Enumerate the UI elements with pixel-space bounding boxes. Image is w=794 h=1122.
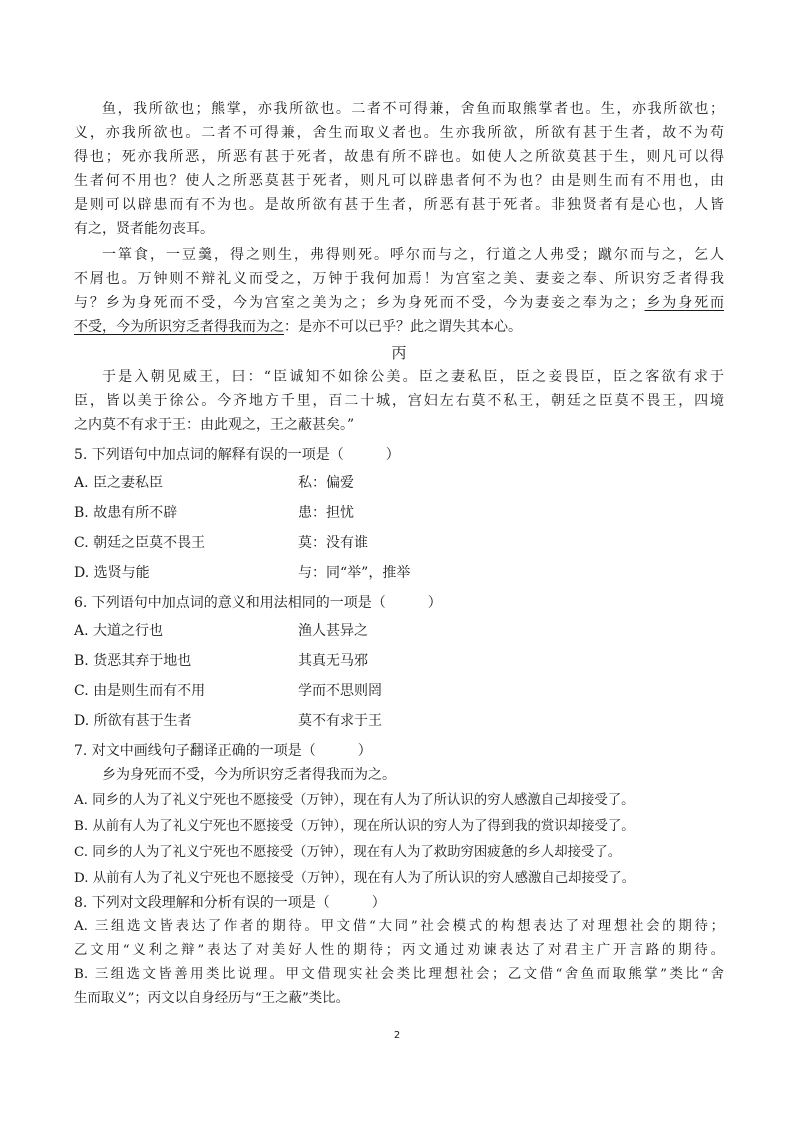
option-row bbox=[74, 648, 724, 674]
option-text: D. 所欲有甚于生者 bbox=[74, 713, 192, 729]
para-a-line: 是则可以辟患而有不为也。是故所欲有甚于生者，所恶有甚于死者。非独贤者有是心也，人皆 bbox=[74, 197, 724, 213]
option-row bbox=[74, 678, 724, 704]
option-row bbox=[74, 560, 724, 586]
section-title: 丙 bbox=[391, 344, 407, 362]
para-a-line: 鱼，我所欲也；熊掌，亦我所欲也。二者不可得兼，舍鱼而取熊掌者也。生，亦我所欲也； bbox=[102, 101, 724, 117]
option-gloss: 莫：没有谁 bbox=[298, 535, 368, 551]
question-stem: 6. 下列语句中加点词的意义和用法相同的一项是（ ） bbox=[74, 595, 442, 611]
analysis-line: A. 三组选文皆表达了作者的期待。甲文借“大同”社会模式的构想表达了对理想社会的期待； bbox=[74, 919, 724, 934]
option-compare: 学而不思则罔 bbox=[298, 683, 382, 699]
option-row bbox=[74, 708, 724, 734]
underlined-sentence-part: 不受，今为所识穷乏者得我而为之 bbox=[74, 319, 284, 335]
para-b-text: ：是亦不可以已乎？此之谓失其本心。 bbox=[284, 319, 522, 335]
para-b-line: 不屑也。万钟则不辩礼义而受之，万钟于我何加焉！为宫室之美、妻妾之奉、所识穷乏者得我 bbox=[74, 271, 724, 287]
para-c-line: 之内莫不有求于王：由此观之，王之蔽甚矣。” bbox=[74, 417, 355, 433]
translation-option: C. 同乡的人为了礼义宁死也不愿接受（万钟），现在有人为了救助穷困疲惫的乡人却接受了。 bbox=[74, 845, 622, 860]
translation-option: D. 从前有人为了礼义宁死也不愿接受（万钟），现在有人为了所认识的穷人感激自己却接受了。 bbox=[74, 871, 636, 886]
question-stem: 5. 下列语句中加点词的解释有误的一项是（ ） bbox=[74, 447, 400, 463]
option-gloss: 患：担忧 bbox=[298, 505, 354, 521]
para-c-line: 于是入朝见威王，曰：“臣诚知不如徐公美。臣之妻私臣，臣之妾畏臣，臣之客欲有求于 bbox=[102, 369, 724, 385]
para-b-line bbox=[74, 316, 724, 338]
para-a-line: 义，亦我所欲也。二者不可得兼，舍生而取义者也。生亦我所欲，所欲有甚于生者，故不为苟 bbox=[74, 125, 724, 141]
para-c-line: 臣，皆以美于徐公。今齐地方千里，百二十城，宫妇左右莫不私王，朝廷之臣莫不畏王，四境 bbox=[74, 393, 724, 409]
question-stem: 8. 下列对文段理解和分析有误的一项是（ ） bbox=[74, 895, 386, 911]
option-text: B. 货恶其弃于地也 bbox=[74, 653, 192, 669]
option-row bbox=[74, 470, 724, 496]
option-text: D. 选贤与能 bbox=[74, 565, 150, 581]
option-gloss: 与：同“举”，推举 bbox=[298, 565, 411, 581]
translation-option: A. 同乡的人为了礼义宁死也不愿接受（万钟），现在有人为了所认识的穷人感激自己却接受了。 bbox=[74, 793, 635, 808]
quoted-sentence: 乡为身死而不受，今为所识穷乏者得我而为之。 bbox=[102, 767, 396, 783]
page-number: 2 bbox=[393, 1030, 401, 1041]
option-text: C. 朝廷之臣莫不畏王 bbox=[74, 535, 206, 551]
option-text: A. 臣之妻私臣 bbox=[74, 475, 164, 491]
para-b-line bbox=[74, 292, 724, 314]
option-text: A. 大道之行也 bbox=[74, 623, 164, 639]
option-row bbox=[74, 618, 724, 644]
option-compare: 莫不有求于王 bbox=[298, 713, 382, 729]
option-compare: 渔人甚异之 bbox=[298, 623, 368, 639]
underlined-sentence-part: 乡为身死而 bbox=[644, 295, 724, 311]
analysis-line: 生而取义”；丙文以自身经历与“王之蔽”类比。 bbox=[74, 991, 349, 1006]
para-b-text: 与？乡为身死而不受，今为宫室之美为之；乡为身死而不受，今为妻妾之奉为之； bbox=[74, 295, 645, 311]
option-text: B. 故患有所不辟 bbox=[74, 505, 178, 521]
option-compare: 其真无马邪 bbox=[298, 653, 368, 669]
option-row bbox=[74, 530, 724, 556]
para-a-line: 生者何不用也？使人之所恶莫甚于死者，则凡可以辟患者何不为也？由是则生而有不用也，由 bbox=[74, 173, 724, 189]
para-a-line: 得也；死亦我所恶，所恶有甚于死者，故患有所不辟也。如使人之所欲莫甚于生，则凡可以得 bbox=[74, 149, 724, 165]
para-b-line: 一箪食，一豆羹，得之则生，弗得则死。呼尔而与之，行道之人弗受；蹴尔而与之，乞人 bbox=[102, 247, 724, 263]
translation-option: B. 从前有人为了礼义宁死也不愿接受（万钟），现在所认识的穷人为了得到我的赏识却接受了。 bbox=[74, 819, 635, 834]
analysis-line: B. 三组选文皆善用类比说理。甲文借现实社会类比理想社会；乙文借“舍鱼而取熊掌”类比“舍 bbox=[74, 967, 724, 982]
option-gloss: 私：偏爱 bbox=[298, 475, 354, 491]
para-a-line: 有之，贤者能勿丧耳。 bbox=[74, 221, 214, 237]
option-row bbox=[74, 500, 724, 526]
analysis-line: 乙文用“义利之辩”表达了对美好人性的期待；丙文通过劝谏表达了对君主广开言路的期待。 bbox=[74, 943, 724, 958]
question-stem: 7. 对文中画线句子翻译正确的一项是（ ） bbox=[74, 743, 372, 759]
option-text: C. 由是则生而有不用 bbox=[74, 683, 206, 699]
